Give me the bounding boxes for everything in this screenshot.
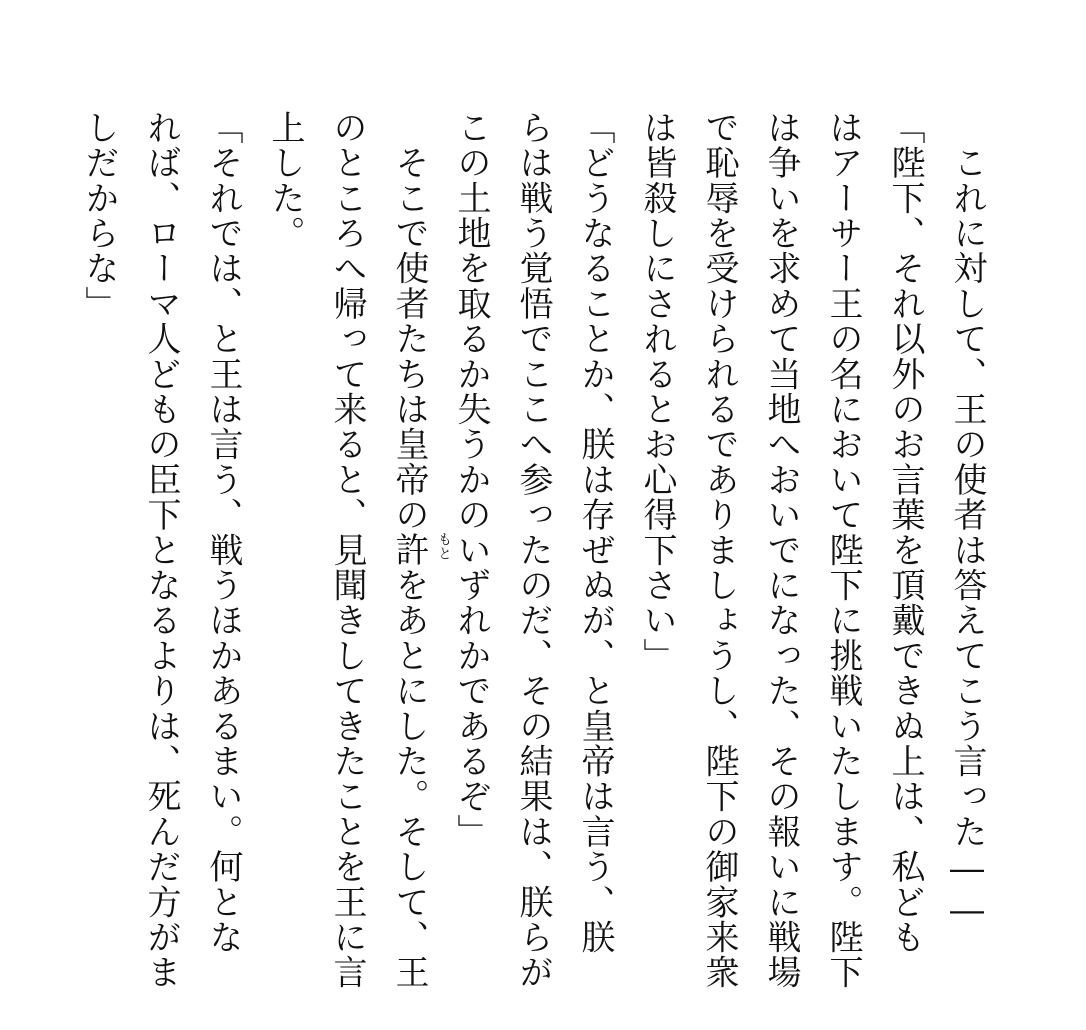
text-column-5: で恥辱を受けられるでありましょうし、陛下の御家来衆 [699,110,739,990]
text-column-7: 「どうなることか、朕は存ぜぬが、と皇帝は言う、朕 [575,110,615,955]
text-column-8: らは戦う覚悟でここへ参ったのだ、その結果は、朕らが [513,110,553,990]
ruby-base [384,532,452,568]
ruby-reading: もと [436,532,452,561]
text-column-3: はアーサー王の名において陛下に挑戦いたします。陛下 [823,110,863,990]
text-column-14: れば、ローマ人どもの臣下となるよりは、死んだ方がま [141,110,181,990]
text-column-10-before: そこで使者たちは皇帝の [389,110,429,533]
text-column-9: この土地を取るか失うかのいずれかであるぞ」 [451,110,491,850]
text-column-1: これに対して、王の使者は答えてこう言った―― [947,110,987,932]
text-column-10-after: をあとにした。そして、王 [389,567,429,991]
text-column-10 [384,110,452,991]
text-column-13: 「それでは、と王は言う、戦うほかあるまい。何とな [203,110,243,955]
ruby-base-char: 許 [389,532,429,568]
text-column-15: しだからな」 [79,110,119,322]
text-column-4: は争いを求めて当地へおいでになった、その報いに戦場 [761,110,801,990]
text-column-2: 「陛下、それ以外のお言葉を頂戴できぬ上は、私ども [885,110,925,955]
text-column-6: は皆殺しにされるとお心得下さい」 [637,110,677,674]
text-column-11: のところへ帰って来ると、見聞きしてきたことを王に言 [327,110,367,990]
text-column-12: 上した。 [265,110,305,251]
